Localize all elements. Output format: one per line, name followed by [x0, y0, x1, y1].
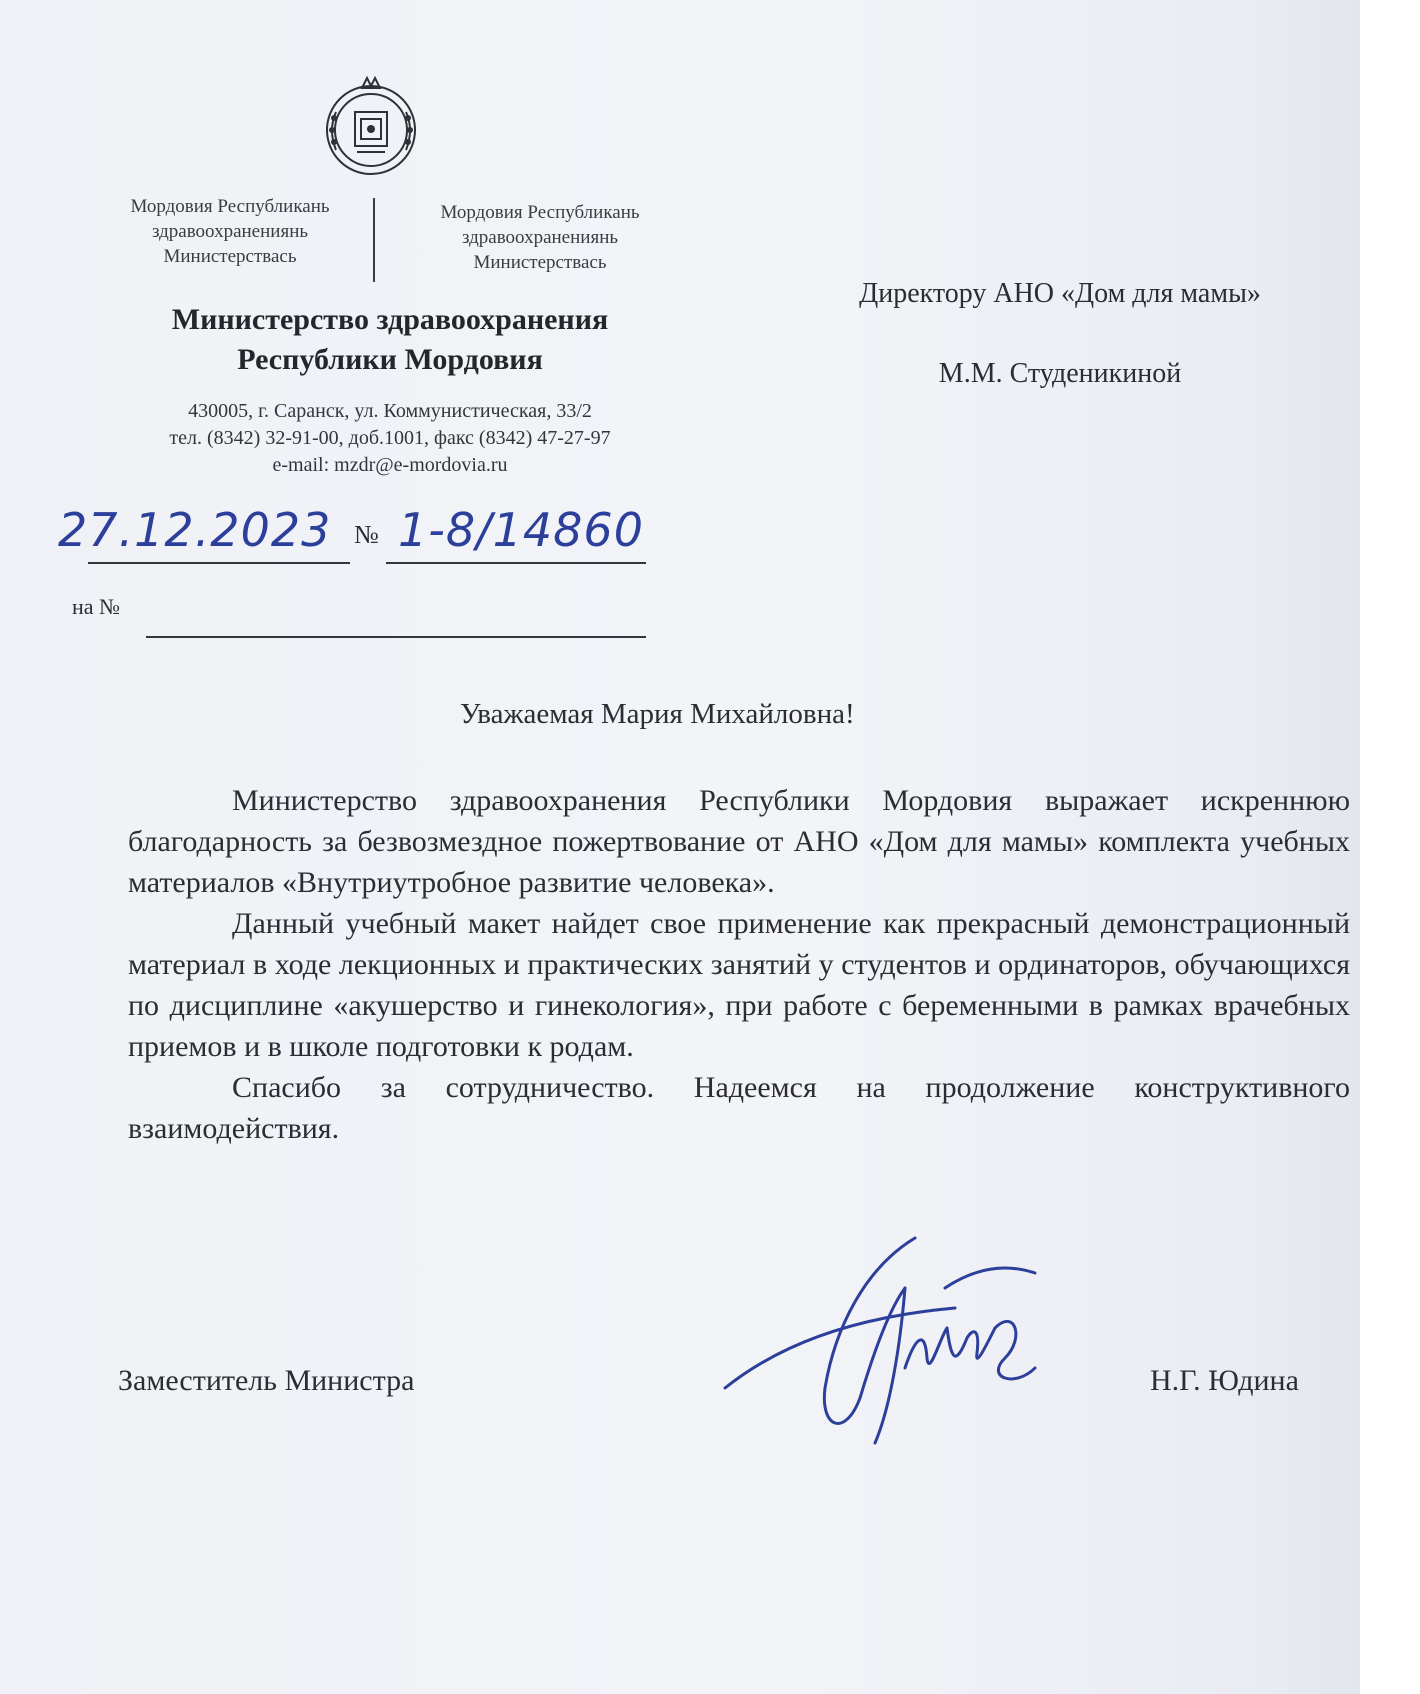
- number-underline: [386, 562, 646, 564]
- ministry-name-line: Республики Мордовия: [237, 343, 543, 376]
- email-line: e-mail: mzdr@e-mordovia.ru: [272, 454, 508, 476]
- body-paragraph: Данный учебный макет найдет свое применение как прекрасный демонстрационный материал в ходе лекционных и практических занятий у студентов и ординаторов, обучающихся по дисциплине «акушерство и гинекология», при работе с беременными в рамках врачебных приемов и в школе подготовки к родам.: [128, 907, 1350, 1063]
- header-left-line: Мордовия Республикань: [130, 196, 330, 217]
- recipient-name: М.М. Студеникиной: [938, 358, 1182, 389]
- header-moksha-left: [80, 194, 380, 269]
- signatory-title: Заместитель Министра: [118, 1364, 415, 1397]
- reply-underline: [146, 636, 646, 638]
- ministry-address: [80, 398, 700, 479]
- number-sign: №: [354, 520, 379, 549]
- handwritten-signature: [715, 1228, 1060, 1458]
- salutation: Уважаемая Мария Михайловна!: [460, 698, 855, 730]
- registration-date: 27.12.2023: [58, 503, 332, 557]
- signatory-name: Н.Г. Юдина: [1150, 1364, 1299, 1397]
- header-right-line: Министерствась: [473, 252, 607, 273]
- header-left-line: Министерствась: [163, 246, 297, 267]
- header-right-line: Мордовия Республикань: [440, 202, 640, 223]
- header-divider: [373, 198, 375, 282]
- date-underline: [88, 562, 350, 564]
- reply-to-label: на №: [72, 594, 121, 619]
- header-left-line: здравоохранениянь: [151, 221, 309, 242]
- address-line: 430005, г. Саранск, ул. Коммунистическая, 33/2: [188, 400, 592, 422]
- body-paragraph: Министерство здравоохранения Республики Мордовия выражает искреннюю благодарность за безвозмездное пожертвование от АНО «Дом для мамы» комплекта учебных материалов «Внутриутробное развитие человека».: [128, 784, 1350, 899]
- recipient-position: Директору АНО «Дом для мамы»: [859, 278, 1261, 309]
- ministry-name: [80, 300, 700, 380]
- body-paragraph: Спасибо за сотрудничество. Надеемся на продолжение конструктивного взаимодействия.: [128, 1071, 1350, 1145]
- registration-number: 1-8/14860: [398, 503, 644, 557]
- ministry-name-line: Министерство здравоохранения: [171, 303, 609, 336]
- ministry-emblem-icon: [312, 72, 430, 182]
- phone-line: тел. (8342) 32-91-00, доб.1001, факс (8342) 47-27-97: [169, 427, 611, 449]
- header-erzya-right: [390, 200, 690, 275]
- header-right-line: здравоохранениянь: [461, 227, 619, 248]
- letter-body: [128, 780, 1350, 1149]
